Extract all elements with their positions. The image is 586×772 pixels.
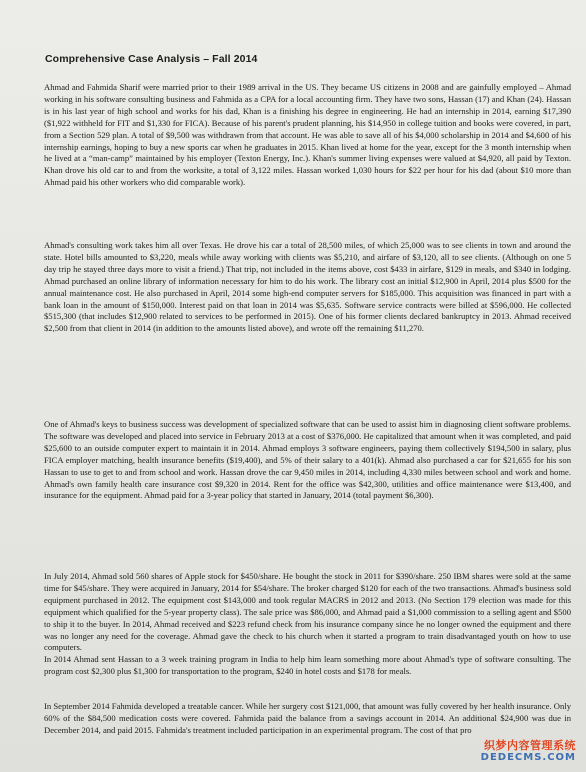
case-paragraph-family: Ahmad and Fahmida Sharif were married prior to their 1989 arrival in the US. They became US citizens in 2008 and are gainfully employed – Ahmad working in his software consulting business and Fahmida as a CPA for a local accounting firm. They have two sons, Hassan (17) and Khan (24). Hassan is in his last year of high school and works for his dad, Khan is a finishing his degree in engineering. He had an internship in 2014, earning $17,390 ($1,922 withheld for FIT and $1,330 for FICA). Because of his parent's prudent planning, his $14,950 in college tuition and books were covered, in part, from a Section 529 plan. A total of $9,500 was withdrawn from that account. He was able to save all of his $4,000 scholarship in 2014 and $4,600 of his internship earnings, hoping to buy a new sports car when he graduates in 2015. Khan lived at home for the year, except for the 3 month internship when he lived at a “man-camp” maintained by his employer (Texton Energy, Inc.). Khan's summer living expenses were valued at $4,920, all paid by Texton. Khan drove his old car to and from the worksite, a total of 3,122 miles. Hassan worked 1,030 hours for $22 per hour for his dad (about $10 more than Ahmad paid his other workers who did comparable work). [44, 82, 571, 188]
watermark-line-cn: 织梦内容管理系统 [484, 739, 576, 752]
site-watermark [481, 740, 576, 764]
case-paragraph-software: One of Ahmad's keys to business success was development of specialized software that can be used to assist him in diagnosing client software problems. The software was developed and placed into service in February 2013 at a cost of $376,000. He capitalized that amount when it was completed, and paid $25,600 to an outside computer expert to maintain it in 2014. Ahmad employs 3 software engineers, paying them collectively $194,500 in salary, plus FICA employer matching, health insurance benefits ($19,400), and 5% of their salary to a 401(k). Ahmad also purchased a car for $21,655 for his son Hassan to use to get to and from school and work. Hassan drove the car 9,450 miles in 2014, including 4,330 miles between school and work and home. Ahmad's own family health care insurance cost $9,320 in 2014. Rent for the office was $42,300, utilities and office maintenance were $13,400, and insurance for the equipment. Ahmad paid for a 3-year policy that started in January, 2014 (total payment $6,300). [44, 419, 571, 501]
case-paragraph-consulting: Ahmad's consulting work takes him all over Texas. He drove his car a total of 28,500 miles, of which 25,000 was to see clients in town and around the state. Hotel bills amounted to $3,220, meals while away working with clients was $5,210, and airfare of $3,120, all to see clients. (Although on one 5 day trip he stayed three days more to visit a friend.) That trip, not included in the items above, cost $433 in airfare, $129 in meals, and $340 in lodging. Ahmad purchased an online library of information necessary for him to do his work. The library cost an initial $12,900 in April, 2014 plus $500 for the annual maintenance cost. He also purchased in April, 2014 some high-end computer servers for $185,000. This acquisition was financed in part with a bank loan in the amount of $150,000. Interest paid on that loan in 2014 was $5,635. Software service contracts were billed at $596,000. He collected $515,300 (that includes $12,900 related to services to be performed in 2015). One of his former clients declared bankruptcy in 2013. Ahmad received $2,500 from that client in 2014 (in addition to the amounts listed above), and wrote off the remaining $11,270. [44, 240, 571, 334]
watermark-line-url: DEDECMS.COM [480, 752, 576, 763]
document-title: Comprehensive Case Analysis – Fall 2014 [45, 53, 258, 65]
case-paragraph-training: In 2014 Ahmad sent Hassan to a 3 week training program in India to help him learn something more about Ahmad's type of software consulting. The program cost $2,300 plus $1,300 for transportation to the program, $240 in hotel costs and $178 for meals. [44, 654, 571, 676]
case-paragraph-stock-sales: In July 2014, Ahmad sold 560 shares of Apple stock for $450/share. He bought the stock in 2011 for $390/share. 250 IBM shares were sold at the same time for $45/share. They were acquired in January, 2014 for $54/share. The broker charged $120 for each of the two transactions. Ahmad's business sold equipment purchased in 2012. The equipment cost $143,000 and took regular MACRS in 2012 and 2013. (No Section 179 election was made for this equipment which qualified for the 5-year property class). The sale price was $86,000, and Ahmad paid a $1,000 commission to a selling agent and $500 to ship it to the buyer. In 2014, Ahmad received and $223 refund check from his insurance company since he no longer owned the equipment and there was no longer any need for the coverage. Ahmad gave the check to his church when it started a program to train disadvantaged youth on how to use computers. [44, 571, 571, 653]
case-paragraph-medical: In September 2014 Fahmida developed a treatable cancer. While her surgery cost $121,000, that amount was fully covered by her health insurance. Only 60% of the $84,500 medication costs were covered. Fahmida paid the balance from a savings account in 2014. An additional $24,900 was due in December 2014, and paid 2015. Fahmida's treatment included participation in an experimental program. The cost of that pro [44, 701, 571, 735]
